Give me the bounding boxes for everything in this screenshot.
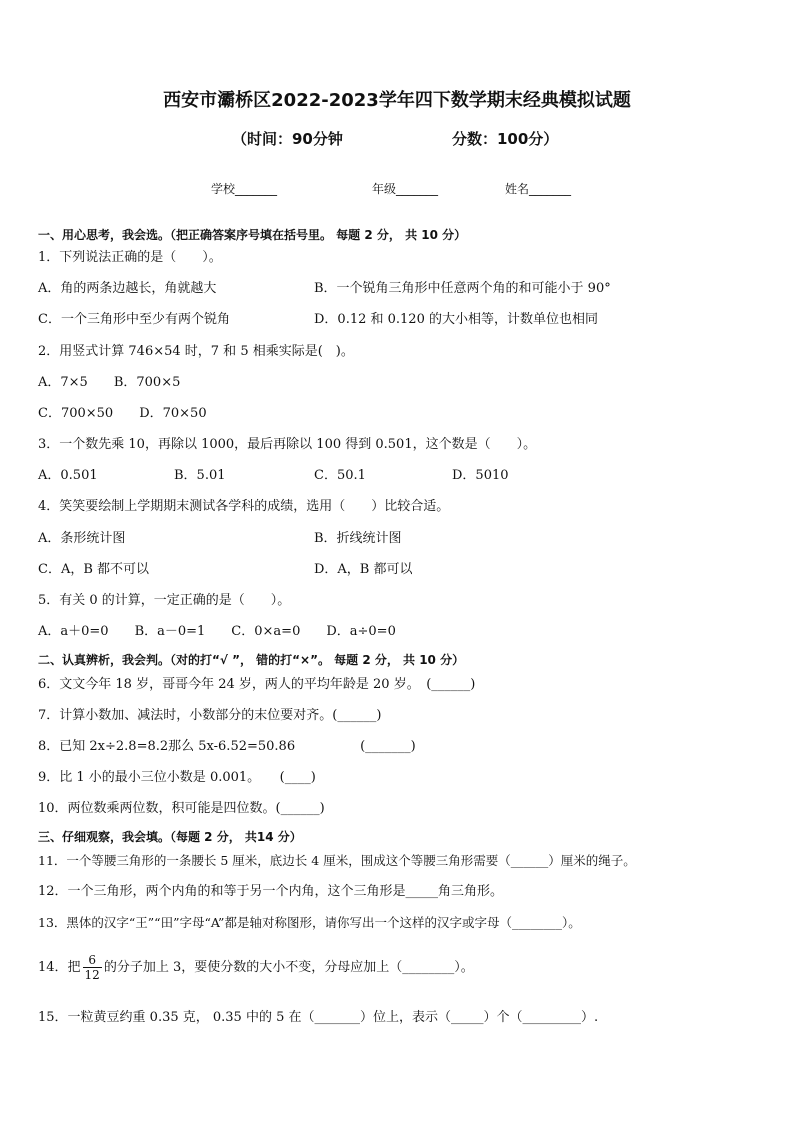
question-2: 2．用竖式计算 746×54 时，7 和 5 相乘实际是( )。 [38,344,354,359]
question-4-option-c: C．A，B 都不可以 [38,562,150,577]
question-3-option-d: D．5010 [452,468,509,483]
question-9: 9．比 1 小的最小三位小数是 0.001。 (____) [38,770,316,785]
question-1-option-c: C．一个三角形中至少有两个锐角 [38,312,230,327]
grade-field: 年级_______ [372,182,439,196]
question-8: 8．已知 2x÷2.8=8.2那么 5x-6.52=50.86 (_______) [38,739,416,754]
score-label: 分数：100分） [452,130,559,148]
question-1: 1．下列说法正确的是（ ）。 [38,250,222,265]
question-1-option-d: D．0.12 和 0.120 的大小相等，计数单位也相同 [314,312,598,327]
fraction [83,953,102,982]
section-heading-judge: 二、认真辨析，我会判。（对的打“√ ”， 错的打“×”。 每题 2 分， 共 10 分） [38,653,465,667]
name-field: 姓名_______ [505,182,572,196]
question-2-options-ab: A．7×5 B．700×5 [38,375,181,390]
question-4-option-b: B．折线统计图 [314,531,402,546]
section-heading-choice: 一、用心思考，我会选。（把正确答案序号填在括号里。 每题 2 分， 共 10 分） [38,228,467,242]
question-3-option-a: A．0.501 [38,468,98,483]
question-7: 7．计算小数加、减法时，小数部分的末位要对齐。(______) [38,708,382,723]
question-12: 12．一个三角形，两个内角的和等于另一个内角，这个三角形是_____角三角形。 [38,884,504,899]
question-4: 4．笑笑要绘制上学期期末测试各学科的成绩，选用（ ）比较合适。 [38,499,450,514]
question-2-options-cd: C．700×50 D．70×50 [38,406,207,421]
question-3-option-c: C．50.1 [314,468,366,483]
question-14-suffix: 的分子加上 3，要使分数的大小不变，分母应加上（________）。 [103,960,474,975]
question-11: 11．一个等腰三角形的一条腰长 5 厘米，底边长 4 厘米，围成这个等腰三角形需要（______）厘米的绳子。 [38,853,636,868]
question-6: 6．文文今年 18 岁，哥哥今年 24 岁，两人的平均年龄是 20 岁。 (______) [38,677,476,692]
question-14 [38,950,474,986]
question-4-option-a: A．条形统计图 [38,531,126,546]
question-1-option-b: B．一个锐角三角形中任意两个角的和可能小于 90° [314,281,611,296]
time-label: （时间：90分钟 [232,130,343,148]
fraction-denominator: 12 [84,968,100,982]
fraction-numerator: 6 [88,953,96,967]
page-title: 西安市灞桥区2022-2023学年四下数学期末经典模拟试题 [163,90,631,111]
question-4-option-d: D．A，B 都可以 [314,562,413,577]
question-3: 3．一个数先乘 10，再除以 1000，最后再除以 100 得到 0.501，这个数是（ ）。 [38,437,537,452]
question-14-prefix: 14．把 [38,960,81,975]
question-3-option-b: B．5.01 [174,468,226,483]
question-5: 5．有关 0 的计算，一定正确的是（ ）。 [38,593,291,608]
school-field: 学校_______ [211,182,278,196]
section-heading-fill: 三、仔细观察，我会填。（每题 2 分， 共14 分） [38,830,302,844]
question-5-options: A．a＋0=0 B．a－0=1 C．0×a=0 D．a÷0=0 [38,624,396,639]
question-13: 13．黑体的汉字“王”“田”字母“A”都是轴对称图形，请你写出一个这样的汉字或字母（________）。 [38,915,581,930]
question-10: 10．两位数乘两位数，积可能是四位数。(______) [38,801,325,816]
question-1-option-a: A．角的两条边越长，角就越大 [38,281,217,296]
question-15: 15．一粒黄豆约重 0.35 克， 0.35 中的 5 在（_______）位上，表示（_____）个（_________）. [38,1010,599,1025]
